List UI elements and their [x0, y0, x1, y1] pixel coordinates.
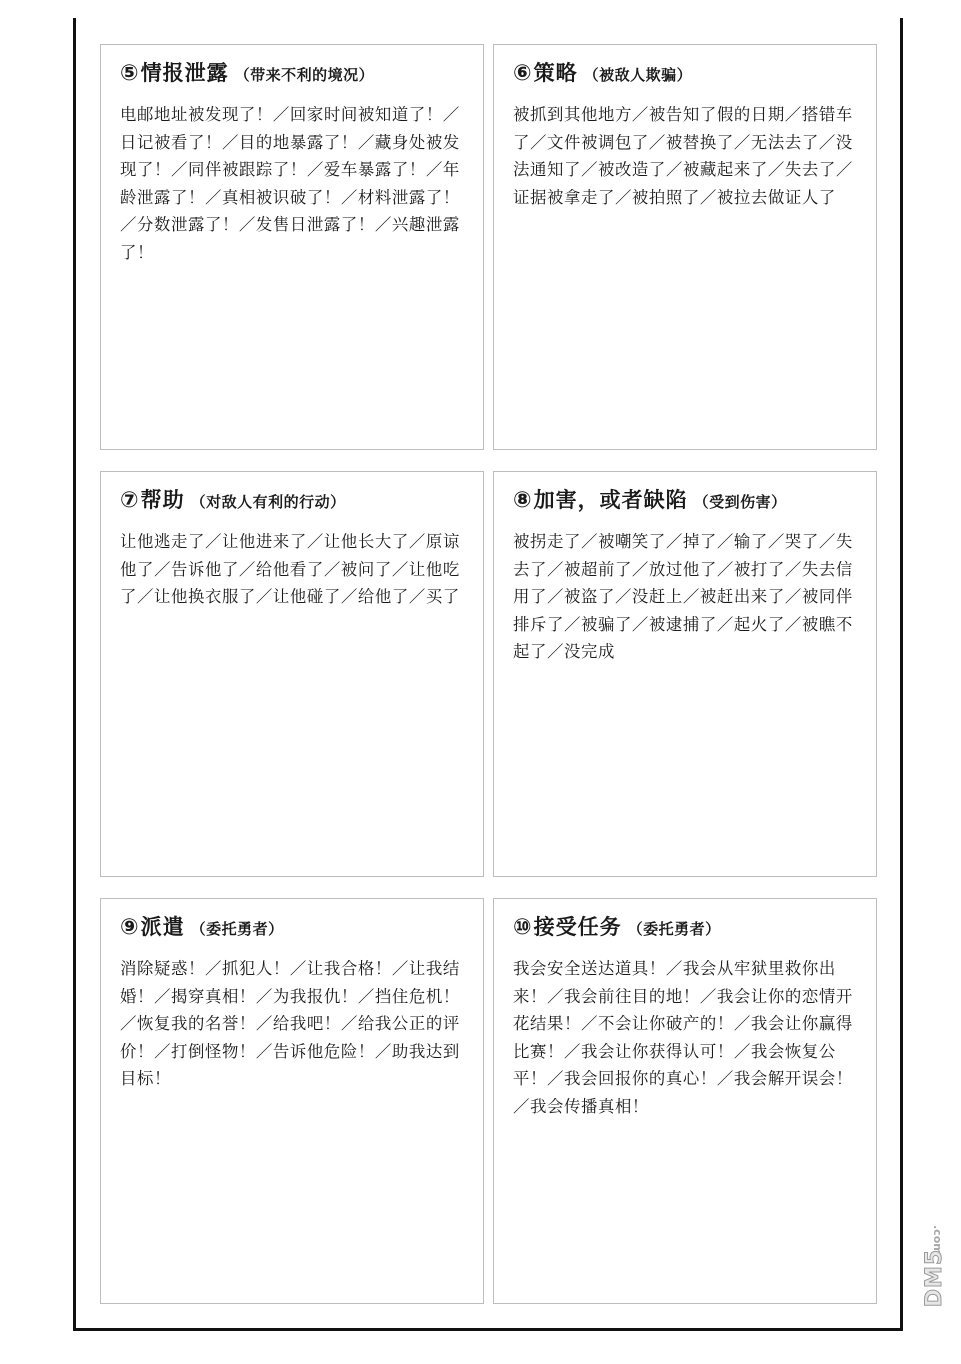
- site-watermark-logo: [921, 1225, 947, 1335]
- page-frame-right: [900, 18, 903, 1331]
- card-body: 被抓到其他地方／被告知了假的日期／搭错车了／文件被调包了／被替换了／无法去了／没法通知了／被改造了／被藏起来了／失去了／证据被拿走了／被拍照了／被拉去做证人了: [513, 105, 853, 207]
- card-body: 消除疑惑！／抓犯人！／让我合格！／让我结婚！／揭穿真相！／为我报仇！／挡住危机！／恢复我的名誉！／给我吧！／给我公正的评价！／打倒怪物！／告诉他危险！／助我达到目标！: [120, 959, 460, 1088]
- card-body: 我会安全送达道具！／我会从牢狱里救你出来！／我会前往目的地！／我会让你的恋情开花结果！／不会让你破产的！／我会让你赢得比赛！／我会让你获得认可！／我会恢复公平！／我会回报你的真心！／我会解开误会！／我会传播真相！: [513, 959, 853, 1116]
- card-accept-mission: [493, 898, 877, 1304]
- card-title: [120, 484, 469, 518]
- card-number: ⑥: [513, 61, 532, 86]
- card-number: ⑩: [513, 915, 532, 940]
- watermark-text: DM5: [922, 1248, 947, 1308]
- card-title: [513, 484, 862, 518]
- card-subtitle: （委托勇者）: [190, 920, 284, 938]
- watermark-domain: .com: [931, 1225, 944, 1255]
- card-subtitle: （对敌人有利的行动）: [190, 493, 346, 511]
- card-name: 派遣: [140, 915, 185, 939]
- page-frame-left: [73, 18, 76, 1331]
- card-title: [120, 911, 469, 945]
- card-number: ⑤: [120, 61, 139, 86]
- card-help: [100, 471, 484, 877]
- card-name: 加害，或者缺陷: [533, 488, 688, 512]
- card-number: ⑨: [120, 915, 139, 940]
- card-body: 被拐走了／被嘲笑了／掉了／输了／哭了／失去了／被超前了／放过他了／被打了／失去信用了／被盗了／没赶上／被赶出来了／被同伴排斥了／被骗了／被逮捕了／起火了／被瞧不起了／没完成: [513, 532, 853, 661]
- card-title: [120, 57, 469, 91]
- card-title: [513, 57, 862, 91]
- card-subtitle: （被敌人欺骗）: [583, 66, 693, 84]
- card-body: 让他逃走了／让他进来了／让他长大了／原谅他了／告诉他了／给他看了／被问了／让他吃了／让他换衣服了／让他碰了／给他了／买了: [120, 532, 460, 606]
- card-number: ⑧: [513, 488, 532, 513]
- card-title: [513, 911, 862, 945]
- card-dispatch: [100, 898, 484, 1304]
- card-subtitle: （委托勇者）: [627, 920, 721, 938]
- card-body: 电邮地址被发现了！／回家时间被知道了！／日记被看了！／目的地暴露了！／藏身处被发现了！／同伴被跟踪了！／爱车暴露了！／年龄泄露了！／真相被识破了！／材料泄露了！／分数泄露了！／发售日泄露了！／兴趣泄露了！: [120, 105, 460, 262]
- card-number: ⑦: [120, 488, 139, 513]
- card-strategy: [493, 44, 877, 450]
- page-frame-bottom: [73, 1328, 903, 1331]
- card-harm-or-lack: [493, 471, 877, 877]
- card-name: 帮助: [140, 488, 185, 512]
- card-name: 情报泄露: [140, 61, 229, 85]
- card-name: 策略: [533, 61, 578, 85]
- card-subtitle: （带来不利的境况）: [234, 66, 375, 84]
- card-information-leak: [100, 44, 484, 450]
- card-name: 接受任务: [533, 915, 622, 939]
- card-subtitle: （受到伤害）: [693, 493, 787, 511]
